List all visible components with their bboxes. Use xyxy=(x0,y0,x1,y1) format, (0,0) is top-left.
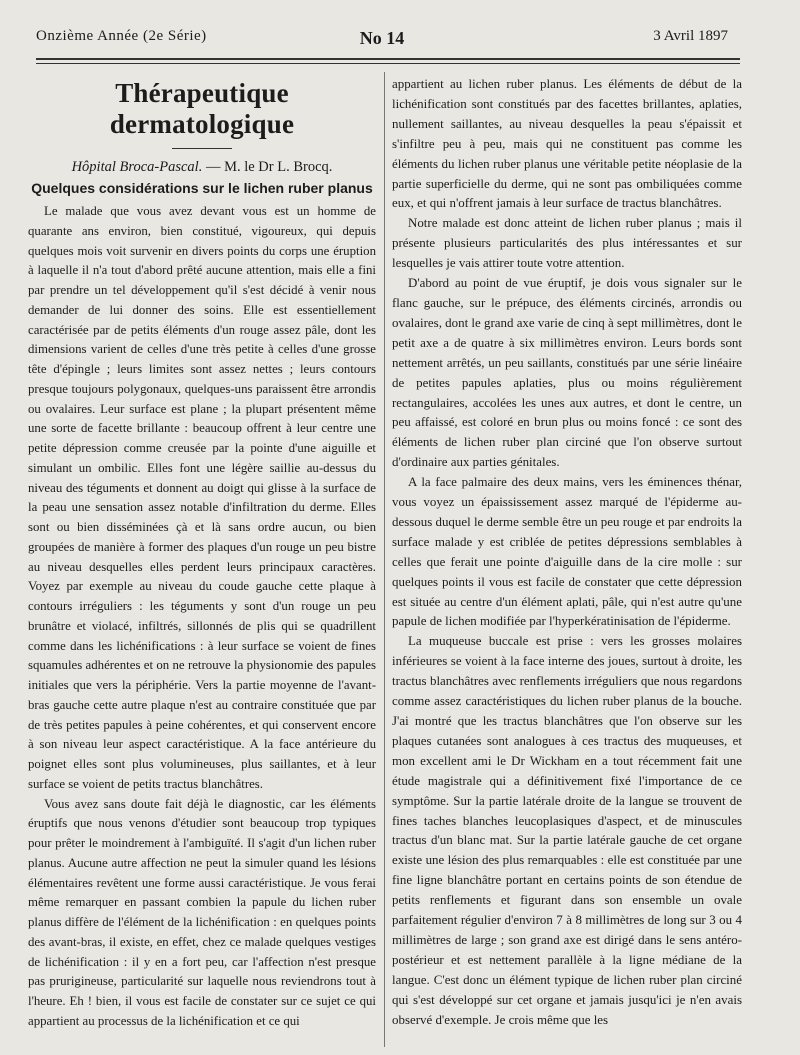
header-rule-thin xyxy=(36,63,740,64)
header-rule xyxy=(36,58,740,60)
paragraph: appartient au lichen ruber planus. Les éléments de début de la lichénification sont constitués par des facettes brillantes, aplaties, nullement saillantes, au niveau desquelles la peau s'épaissit et s'infiltre peu à peu, mais qui ne constituent pas comme les éléments du lichen ruber planus une véritable petite néoplasie de la partie superficielle du derme, qui ne sont pas ombiliquées comme eux, et qui n'offrent jamais à leur surface de tractus blanchâtres. xyxy=(392,76,742,211)
byline xyxy=(28,159,376,176)
paragraph: Notre malade est donc atteint de lichen ruber planus ; mais il présente plusieurs particularités des plus intéressantes et sur lesquelles je vais attirer toute votre attention. xyxy=(392,215,742,271)
article-title: Thérapeutique dermatologique xyxy=(109,78,295,139)
paragraph: A la face palmaire des deux mains, vers les éminences thénar, vous voyez un épaississement assez marqué de l'épiderme au-dessous duquel le derme semble être un peu rouge et par endroits la surface malade y est criblée de petites dépressions semblables à celles que ferait une pointe d'aiguille dans de la cire molle : sur quelques points il vous est facile de constater que cette dépression est située au centre d'un élément aplati, pâle, qui n'est autre qu'une papule de lichen modifiée par l'hyperkératinisation de l'épiderme. xyxy=(392,474,742,629)
left-column xyxy=(28,74,376,1032)
issue-year: Onzième Année (2e Série) xyxy=(36,28,207,44)
author-name: — M. le Dr L. Brocq. xyxy=(205,159,333,175)
issue-number: No 14 xyxy=(359,28,405,48)
paragraph: D'abord au point de vue éruptif, je dois vous signaler sur le flanc gauche, sur le prépuce, des éléments circinés, arrondis ou ovalaires, dont le grand axe varie de cinq à sept millimètres, dont le petit axe a de quatre à six millimètres environ. Leurs bords sont nettement arrêtés, un peu saillants, constitués par une série linéaire de petites papules aplaties, plus ou moins régulièrement rectangulaires, accolées les unes aux autres, et dont le centre, un peu affaissé, est coloré en brun plus ou moins foncé : ce sont des éléments de lichen ruber plan circiné que l'on observe surtout d'ordinaire aux parties génitales. xyxy=(392,275,742,470)
article-subtitle: Quelques considérations sur le lichen ruber planus xyxy=(31,180,373,196)
paragraph: Vous avez sans doute fait déjà le diagnostic, car les éléments éruptifs que nous venons d'étudier sont beaucoup trop typiques pour prêter le moindrement à l'ambiguïté. Il s'agit d'un lichen ruber planus. Aucune autre affection ne peut la simuler quand les lésions élémentaires revêtent une forme aussi caractéristique. Je vous ferai même remarquer en passant combien la papule du lichen ruber planus diffère de l'élément de la lichénification : en quelques points des avant-bras, il existe, en effet, chez ce malade quelques vestiges de lichénification : il y en a fort peu, car l'affection n'est presque pas prurigineuse, particularité sur laquelle nous reviendrons tout à l'heure. Eh ! bien, il vous est facile de constater sur ce sujet ce qui appartient au processus de la lichénification et ce qui xyxy=(28,796,376,1028)
title-rule xyxy=(172,148,232,149)
page-header xyxy=(36,28,728,52)
issue-date: 3 Avril 1897 xyxy=(653,28,728,44)
hospital-name: Hôpital Broca-Pascal. xyxy=(71,159,203,175)
paragraph: Le malade que vous avez devant vous est un homme de quarante ans environ, bien constitué, vigoureux, qui depuis quelques mois voit survenir en divers points du corps une éruption à laquelle il n'a tout d'abord prêté aucune attention, mais elle a fini par prendre un tel développement qu'il s'est décidé à venir nous demander de lui donner des soins. Elle est essentiellement caractérisée par de petits éléments d'un rouge assez pâle, dont les dimensions varient de celles d'une très petite à celles d'une grosse tête d'épingle ; leurs limites sont assez nettes ; leurs contours presque toujours polygonaux, quelques-uns paraissent être arrondis ou ovalaires. Leur surface est plane ; la plupart présentent même une sorte de facette brillante : beaucoup offrent à leur centre une petite dépression comme creusée par la pointe d'une aiguille et simulant un ombilic. Elles font une légère saillie au-dessus du niveau des téguments et donnent au doigt qui glisse à la surface de la peau une sensation assez notable d'infiltration du derme. Elles sont ou bien disséminées çà et là sans ordre aucun, ou bien groupées de manière à former des plaques d'un rouge un peu bistre au niveau desquelles elles perdent leurs principaux caractères. Voyez par exemple au niveau du coude gauche cette plaque à contours irréguliers : les téguments y sont d'un rouge un peu brunâtre et violacé, infiltrés, sillonnés de plis qui se quadrillent comme dans les lichénifications : à leur surface se voient de fines squamules adhérentes et on ne retrouve la physionomie des papules initiales que vers la périphérie. Vers la partie moyenne de l'avant-bras gauche cette autre plaque n'est au contraire constituée que par de très petites papules à peine cohérentes, et qui conservent encore à son niveau leur aspect caractéristique. A la face antérieure du poignet elles sont plus volumineuses, plus saillantes, et à leur surface se voient de petits tractus blanchâtres. xyxy=(28,204,376,791)
right-column xyxy=(392,74,742,1030)
column-divider xyxy=(384,72,385,1047)
paragraph: La muqueuse buccale est prise : vers les grosses molaires inférieures se voient à la face interne des joues, surtout à droite, les tractus blanchâtres avec renflements irréguliers que nous regardons comme assez caractéristiques du lichen ruber planus de la bouche. J'ai montré que les tractus blanchâtres que l'on observe sur les plaques cutanées sont analogues à ces tractus des muqueuses, et mon excellent ami le Dr Wickham en a tout récemment fait une étude magistrale qui a définitivement fixé l'importance de ce symptôme. Sur la partie latérale droite de la langue se trouvent de fines taches blanches leucoplasiques d'aspect, et de minuscules tractus d'un blanc mat. Sur la partie latérale gauche de cet organe existe une lésion des plus remarquables : elle est constituée par une fine ligne blanchâtre portant en certains points de son étendue de petits renflements et figurant dans son ensemble un ovale parfaitement régulier d'environ 7 à 8 millimètres de long sur 3 ou 4 millimètres de large ; son grand axe est dirigé dans le sens antéro-postérieur et est nettement parallèle à la ligne médiane de la langue. C'est donc un élément typique de lichen ruber plan circiné qui s'est développé sur cet organe et jamais jusqu'ici je n'en avais observé d'exemple. Je crois même que les xyxy=(392,633,742,1027)
